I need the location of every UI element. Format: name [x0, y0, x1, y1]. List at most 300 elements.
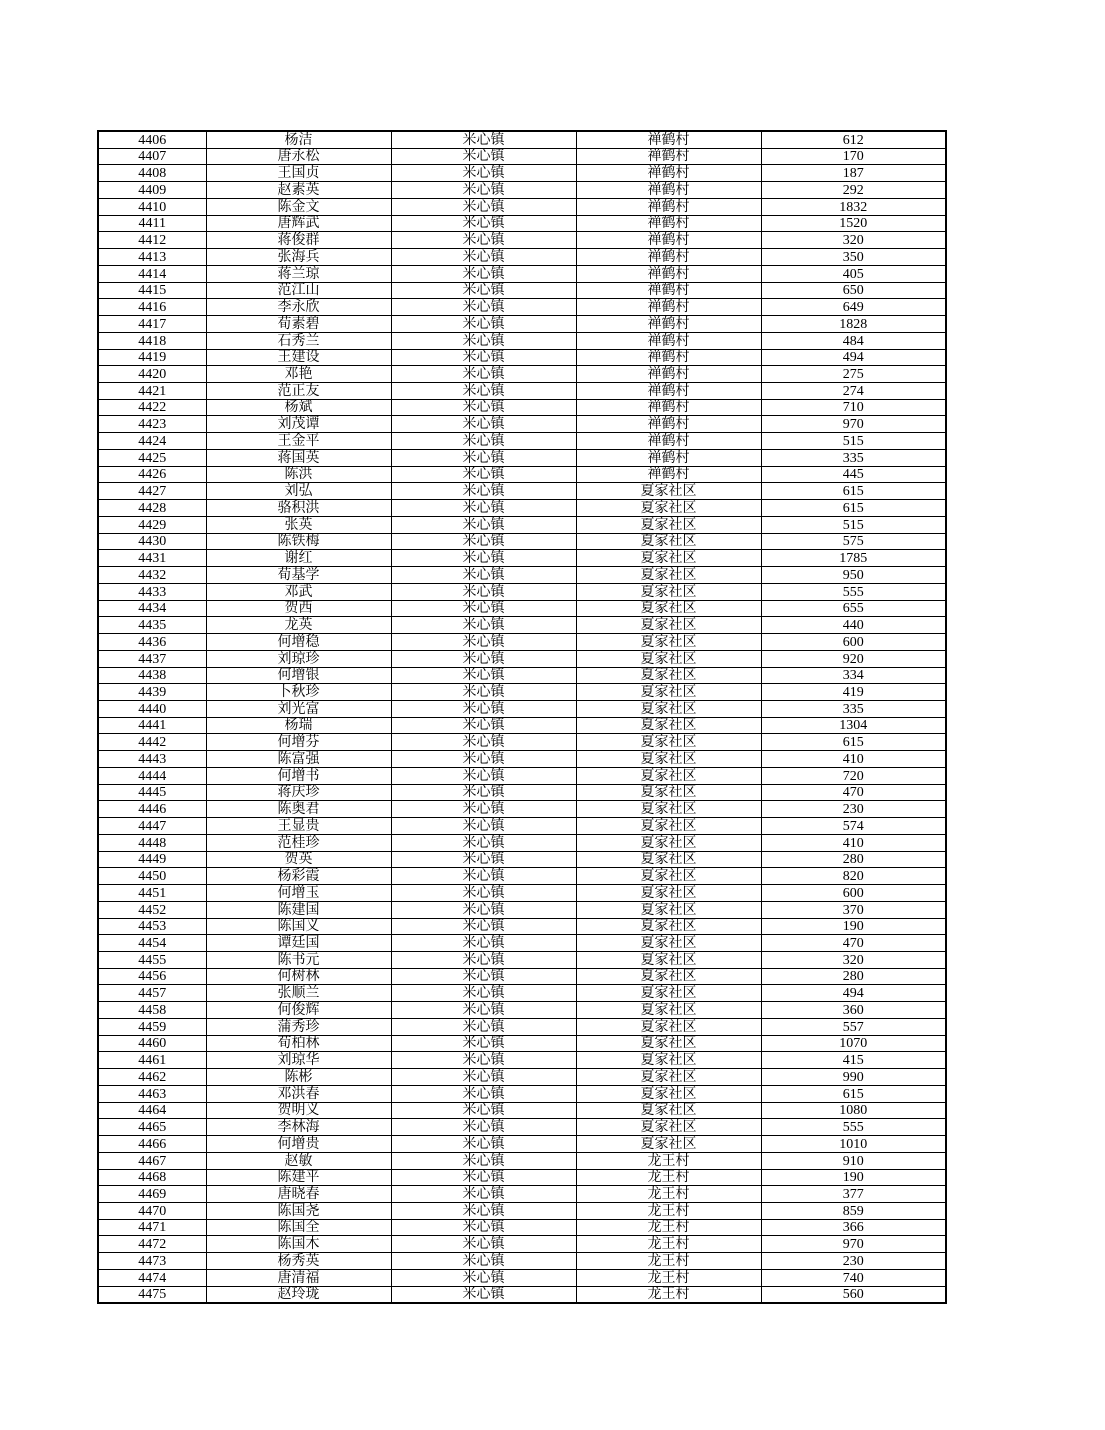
village-cell: 夏家社区 [576, 901, 761, 918]
town-cell: 米心镇 [391, 215, 576, 232]
amount-cell: 292 [761, 182, 946, 199]
table-row [98, 650, 946, 667]
amount-cell: 820 [761, 868, 946, 885]
name-cell: 蒋庆珍 [206, 784, 391, 801]
name-cell: 骆积洪 [206, 500, 391, 517]
name-cell: 王金平 [206, 433, 391, 450]
amount-cell: 410 [761, 834, 946, 851]
amount-cell: 1520 [761, 215, 946, 232]
town-cell: 米心镇 [391, 433, 576, 450]
table-row [98, 935, 946, 952]
amount-cell: 555 [761, 1119, 946, 1136]
table-row [98, 182, 946, 199]
row-number-cell: 4418 [98, 332, 206, 349]
table-row [98, 1186, 946, 1203]
table-row [98, 700, 946, 717]
town-cell: 米心镇 [391, 533, 576, 550]
village-cell: 夏家社区 [576, 1035, 761, 1052]
village-cell: 禅鹤村 [576, 299, 761, 316]
row-number-cell: 4450 [98, 868, 206, 885]
village-cell: 龙王村 [576, 1186, 761, 1203]
table-row [98, 1102, 946, 1119]
table-row [98, 1203, 946, 1220]
name-cell: 邓洪春 [206, 1085, 391, 1102]
table-row [98, 818, 946, 835]
name-cell: 何增芬 [206, 734, 391, 751]
town-cell: 米心镇 [391, 1269, 576, 1286]
town-cell: 米心镇 [391, 901, 576, 918]
name-cell: 荀柏林 [206, 1035, 391, 1052]
village-cell: 夏家社区 [576, 851, 761, 868]
amount-cell: 740 [761, 1269, 946, 1286]
name-cell: 陈国尧 [206, 1203, 391, 1220]
amount-cell: 515 [761, 516, 946, 533]
village-cell: 禅鹤村 [576, 433, 761, 450]
name-cell: 范正友 [206, 383, 391, 400]
row-number-cell: 4448 [98, 834, 206, 851]
village-cell: 夏家社区 [576, 1119, 761, 1136]
table-row [98, 951, 946, 968]
table-row [98, 131, 946, 148]
village-cell: 夏家社区 [576, 483, 761, 500]
name-cell: 贺英 [206, 851, 391, 868]
row-number-cell: 4438 [98, 667, 206, 684]
table-row [98, 349, 946, 366]
village-cell: 夏家社区 [576, 751, 761, 768]
name-cell: 李林海 [206, 1119, 391, 1136]
name-cell: 唐永松 [206, 148, 391, 165]
town-cell: 米心镇 [391, 634, 576, 651]
town-cell: 米心镇 [391, 985, 576, 1002]
row-number-cell: 4471 [98, 1219, 206, 1236]
amount-cell: 560 [761, 1286, 946, 1303]
town-cell: 米心镇 [391, 583, 576, 600]
amount-cell: 575 [761, 533, 946, 550]
village-cell: 禅鹤村 [576, 366, 761, 383]
name-cell: 陈奥君 [206, 801, 391, 818]
town-cell: 米心镇 [391, 500, 576, 517]
table-row [98, 1236, 946, 1253]
row-number-cell: 4473 [98, 1253, 206, 1270]
amount-cell: 405 [761, 265, 946, 282]
amount-cell: 280 [761, 968, 946, 985]
name-cell: 陈洪 [206, 466, 391, 483]
amount-cell: 410 [761, 751, 946, 768]
village-cell: 夏家社区 [576, 968, 761, 985]
town-cell: 米心镇 [391, 550, 576, 567]
row-number-cell: 4430 [98, 533, 206, 550]
town-cell: 米心镇 [391, 868, 576, 885]
table-body [98, 131, 946, 1303]
amount-cell: 275 [761, 366, 946, 383]
row-number-cell: 4446 [98, 801, 206, 818]
name-cell: 何俊辉 [206, 1002, 391, 1019]
name-cell: 陈国木 [206, 1236, 391, 1253]
table-row [98, 868, 946, 885]
table-row [98, 901, 946, 918]
amount-cell: 1785 [761, 550, 946, 567]
table-row [98, 751, 946, 768]
row-number-cell: 4465 [98, 1119, 206, 1136]
village-cell: 禅鹤村 [576, 332, 761, 349]
row-number-cell: 4420 [98, 366, 206, 383]
village-cell: 夏家社区 [576, 801, 761, 818]
name-cell: 何增玉 [206, 885, 391, 902]
name-cell: 谭廷国 [206, 935, 391, 952]
village-cell: 龙王村 [576, 1286, 761, 1303]
row-number-cell: 4464 [98, 1102, 206, 1119]
table-row [98, 734, 946, 751]
row-number-cell: 4461 [98, 1052, 206, 1069]
town-cell: 米心镇 [391, 1219, 576, 1236]
amount-cell: 990 [761, 1069, 946, 1086]
amount-cell: 615 [761, 1085, 946, 1102]
table-row [98, 433, 946, 450]
amount-cell: 574 [761, 818, 946, 835]
name-cell: 谢红 [206, 550, 391, 567]
village-cell: 夏家社区 [576, 834, 761, 851]
row-number-cell: 4467 [98, 1152, 206, 1169]
town-cell: 米心镇 [391, 600, 576, 617]
village-cell: 夏家社区 [576, 935, 761, 952]
table-row [98, 684, 946, 701]
amount-cell: 230 [761, 801, 946, 818]
village-cell: 禅鹤村 [576, 383, 761, 400]
village-cell: 夏家社区 [576, 533, 761, 550]
village-cell: 禅鹤村 [576, 399, 761, 416]
row-number-cell: 4442 [98, 734, 206, 751]
amount-cell: 615 [761, 483, 946, 500]
table-row [98, 1052, 946, 1069]
town-cell: 米心镇 [391, 801, 576, 818]
amount-cell: 350 [761, 249, 946, 266]
town-cell: 米心镇 [391, 466, 576, 483]
table-row [98, 1119, 946, 1136]
table-row [98, 399, 946, 416]
village-cell: 夏家社区 [576, 784, 761, 801]
town-cell: 米心镇 [391, 1152, 576, 1169]
row-number-cell: 4453 [98, 918, 206, 935]
table-row [98, 1069, 946, 1086]
data-table [97, 130, 947, 1304]
name-cell: 刘琼华 [206, 1052, 391, 1069]
town-cell: 米心镇 [391, 650, 576, 667]
name-cell: 邓武 [206, 583, 391, 600]
table-row [98, 1219, 946, 1236]
amount-cell: 470 [761, 784, 946, 801]
village-cell: 禅鹤村 [576, 131, 761, 148]
town-cell: 米心镇 [391, 131, 576, 148]
village-cell: 夏家社区 [576, 767, 761, 784]
table-row [98, 550, 946, 567]
row-number-cell: 4409 [98, 182, 206, 199]
table-row [98, 600, 946, 617]
amount-cell: 612 [761, 131, 946, 148]
row-number-cell: 4432 [98, 567, 206, 584]
village-cell: 禅鹤村 [576, 282, 761, 299]
village-cell: 夏家社区 [576, 684, 761, 701]
table-row [98, 1085, 946, 1102]
name-cell: 贺西 [206, 600, 391, 617]
village-cell: 夏家社区 [576, 500, 761, 517]
name-cell: 陈建平 [206, 1169, 391, 1186]
town-cell: 米心镇 [391, 1018, 576, 1035]
table-row [98, 332, 946, 349]
amount-cell: 335 [761, 449, 946, 466]
name-cell: 石秀兰 [206, 332, 391, 349]
town-cell: 米心镇 [391, 1119, 576, 1136]
town-cell: 米心镇 [391, 366, 576, 383]
row-number-cell: 4414 [98, 265, 206, 282]
village-cell: 夏家社区 [576, 1085, 761, 1102]
town-cell: 米心镇 [391, 265, 576, 282]
village-cell: 龙王村 [576, 1152, 761, 1169]
town-cell: 米心镇 [391, 1186, 576, 1203]
amount-cell: 366 [761, 1219, 946, 1236]
amount-cell: 320 [761, 951, 946, 968]
village-cell: 夏家社区 [576, 717, 761, 734]
town-cell: 米心镇 [391, 617, 576, 634]
name-cell: 刘弘 [206, 483, 391, 500]
row-number-cell: 4429 [98, 516, 206, 533]
town-cell: 米心镇 [391, 232, 576, 249]
town-cell: 米心镇 [391, 316, 576, 333]
village-cell: 夏家社区 [576, 985, 761, 1002]
name-cell: 唐晓春 [206, 1186, 391, 1203]
amount-cell: 1070 [761, 1035, 946, 1052]
name-cell: 李永欣 [206, 299, 391, 316]
town-cell: 米心镇 [391, 165, 576, 182]
village-cell: 龙王村 [576, 1236, 761, 1253]
table-row [98, 500, 946, 517]
name-cell: 蒋国英 [206, 449, 391, 466]
row-number-cell: 4463 [98, 1085, 206, 1102]
village-cell: 禅鹤村 [576, 449, 761, 466]
amount-cell: 190 [761, 1169, 946, 1186]
town-cell: 米心镇 [391, 684, 576, 701]
table-row [98, 483, 946, 500]
row-number-cell: 4445 [98, 784, 206, 801]
row-number-cell: 4441 [98, 717, 206, 734]
name-cell: 邓艳 [206, 366, 391, 383]
amount-cell: 419 [761, 684, 946, 701]
row-number-cell: 4451 [98, 885, 206, 902]
amount-cell: 950 [761, 567, 946, 584]
name-cell: 蒲秀珍 [206, 1018, 391, 1035]
village-cell: 龙王村 [576, 1203, 761, 1220]
table-row [98, 834, 946, 851]
name-cell: 张英 [206, 516, 391, 533]
row-number-cell: 4437 [98, 650, 206, 667]
table-row [98, 567, 946, 584]
row-number-cell: 4443 [98, 751, 206, 768]
amount-cell: 859 [761, 1203, 946, 1220]
name-cell: 刘琼珍 [206, 650, 391, 667]
town-cell: 米心镇 [391, 834, 576, 851]
name-cell: 张海兵 [206, 249, 391, 266]
amount-cell: 445 [761, 466, 946, 483]
table-row [98, 968, 946, 985]
town-cell: 米心镇 [391, 249, 576, 266]
name-cell: 荀基学 [206, 567, 391, 584]
row-number-cell: 4408 [98, 165, 206, 182]
town-cell: 米心镇 [391, 1002, 576, 1019]
amount-cell: 377 [761, 1186, 946, 1203]
row-number-cell: 4447 [98, 818, 206, 835]
town-cell: 米心镇 [391, 383, 576, 400]
name-cell: 何树林 [206, 968, 391, 985]
name-cell: 龙英 [206, 617, 391, 634]
amount-cell: 470 [761, 935, 946, 952]
table-row [98, 533, 946, 550]
town-cell: 米心镇 [391, 299, 576, 316]
town-cell: 米心镇 [391, 851, 576, 868]
town-cell: 米心镇 [391, 182, 576, 199]
table-row [98, 1169, 946, 1186]
row-number-cell: 4406 [98, 131, 206, 148]
name-cell: 刘光富 [206, 700, 391, 717]
table-row [98, 383, 946, 400]
table-row [98, 1286, 946, 1303]
name-cell: 陈富强 [206, 751, 391, 768]
name-cell: 陈建国 [206, 901, 391, 918]
row-number-cell: 4410 [98, 198, 206, 215]
amount-cell: 557 [761, 1018, 946, 1035]
row-number-cell: 4421 [98, 383, 206, 400]
table-row [98, 634, 946, 651]
row-number-cell: 4425 [98, 449, 206, 466]
amount-cell: 615 [761, 500, 946, 517]
town-cell: 米心镇 [391, 1236, 576, 1253]
row-number-cell: 4444 [98, 767, 206, 784]
row-number-cell: 4456 [98, 968, 206, 985]
town-cell: 米心镇 [391, 516, 576, 533]
amount-cell: 1304 [761, 717, 946, 734]
table-row [98, 232, 946, 249]
table-row [98, 1269, 946, 1286]
town-cell: 米心镇 [391, 667, 576, 684]
village-cell: 夏家社区 [576, 868, 761, 885]
name-cell: 陈书元 [206, 951, 391, 968]
row-number-cell: 4427 [98, 483, 206, 500]
town-cell: 米心镇 [391, 951, 576, 968]
town-cell: 米心镇 [391, 1203, 576, 1220]
table-row [98, 198, 946, 215]
table-row [98, 617, 946, 634]
row-number-cell: 4435 [98, 617, 206, 634]
name-cell: 杨洁 [206, 131, 391, 148]
village-cell: 禅鹤村 [576, 349, 761, 366]
amount-cell: 650 [761, 282, 946, 299]
table-row [98, 449, 946, 466]
town-cell: 米心镇 [391, 1052, 576, 1069]
name-cell: 范桂珍 [206, 834, 391, 851]
name-cell: 唐辉武 [206, 215, 391, 232]
town-cell: 米心镇 [391, 1085, 576, 1102]
village-cell: 夏家社区 [576, 650, 761, 667]
amount-cell: 1832 [761, 198, 946, 215]
row-number-cell: 4428 [98, 500, 206, 517]
village-cell: 禅鹤村 [576, 182, 761, 199]
village-cell: 夏家社区 [576, 951, 761, 968]
table-row [98, 516, 946, 533]
village-cell: 禅鹤村 [576, 316, 761, 333]
row-number-cell: 4470 [98, 1203, 206, 1220]
name-cell: 杨彩霞 [206, 868, 391, 885]
village-cell: 夏家社区 [576, 1136, 761, 1153]
name-cell: 刘茂谭 [206, 416, 391, 433]
table-row [98, 851, 946, 868]
town-cell: 米心镇 [391, 567, 576, 584]
town-cell: 米心镇 [391, 751, 576, 768]
amount-cell: 334 [761, 667, 946, 684]
row-number-cell: 4417 [98, 316, 206, 333]
table-row [98, 583, 946, 600]
town-cell: 米心镇 [391, 717, 576, 734]
name-cell: 陈金文 [206, 198, 391, 215]
name-cell: 蒋俊群 [206, 232, 391, 249]
name-cell: 陈国义 [206, 918, 391, 935]
name-cell: 贺明义 [206, 1102, 391, 1119]
town-cell: 米心镇 [391, 1102, 576, 1119]
village-cell: 夏家社区 [576, 1002, 761, 1019]
row-number-cell: 4440 [98, 700, 206, 717]
town-cell: 米心镇 [391, 416, 576, 433]
amount-cell: 615 [761, 734, 946, 751]
name-cell: 张顺兰 [206, 985, 391, 1002]
row-number-cell: 4459 [98, 1018, 206, 1035]
row-number-cell: 4431 [98, 550, 206, 567]
table-row [98, 767, 946, 784]
row-number-cell: 4475 [98, 1286, 206, 1303]
row-number-cell: 4433 [98, 583, 206, 600]
row-number-cell: 4424 [98, 433, 206, 450]
town-cell: 米心镇 [391, 282, 576, 299]
row-number-cell: 4436 [98, 634, 206, 651]
name-cell: 何增银 [206, 667, 391, 684]
table-row [98, 985, 946, 1002]
village-cell: 禅鹤村 [576, 148, 761, 165]
table-row [98, 282, 946, 299]
row-number-cell: 4460 [98, 1035, 206, 1052]
row-number-cell: 4472 [98, 1236, 206, 1253]
amount-cell: 494 [761, 349, 946, 366]
town-cell: 米心镇 [391, 935, 576, 952]
table-row [98, 299, 946, 316]
amount-cell: 910 [761, 1152, 946, 1169]
amount-cell: 655 [761, 600, 946, 617]
town-cell: 米心镇 [391, 1286, 576, 1303]
row-number-cell: 4434 [98, 600, 206, 617]
table-row [98, 1018, 946, 1035]
name-cell: 陈铁梅 [206, 533, 391, 550]
village-cell: 夏家社区 [576, 734, 761, 751]
row-number-cell: 4416 [98, 299, 206, 316]
table-row [98, 1035, 946, 1052]
table-row [98, 1152, 946, 1169]
town-cell: 米心镇 [391, 968, 576, 985]
row-number-cell: 4407 [98, 148, 206, 165]
row-number-cell: 4474 [98, 1269, 206, 1286]
table-row [98, 148, 946, 165]
village-cell: 禅鹤村 [576, 232, 761, 249]
name-cell: 杨秀英 [206, 1253, 391, 1270]
table-row [98, 416, 946, 433]
village-cell: 禅鹤村 [576, 198, 761, 215]
table-row [98, 366, 946, 383]
table-row [98, 316, 946, 333]
town-cell: 米心镇 [391, 700, 576, 717]
